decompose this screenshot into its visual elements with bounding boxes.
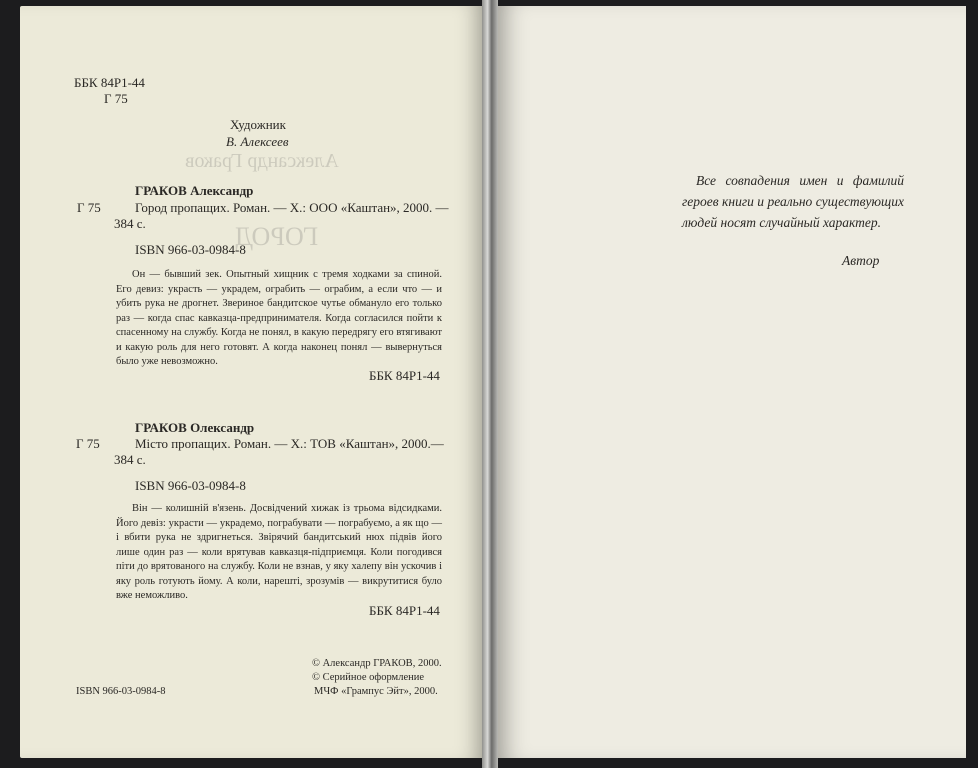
- ru-annotation: Он — бывший зек. Опытный хищник с тремя ходками за спиной. Его девиз: украсть — украдем, ограбить — ограбим, а если что — и убить рука не дрогнет. Звериное бандитское чутье обмануло его только раз — когда спас кавказца-предпринимателя. Когда согласился пойти к спасенному на службу. Когда не понял, в какую передрягу его втягивают и какую роль для него готовят. А когда наконец понял — вывернуться было уже невозможно.: [116, 269, 442, 367]
- artist-label: Художник: [230, 117, 286, 132]
- book-spine: [482, 0, 498, 768]
- bleed-through-author: Александр Граков: [185, 150, 339, 172]
- author-mark-top: Г 75: [104, 91, 128, 106]
- isbn-bottom: ISBN 966-03-0984-8: [76, 686, 166, 697]
- right-page: [498, 6, 966, 758]
- ua-title-line2: 384 с.: [114, 452, 146, 467]
- ua-isbn: ISBN 966-03-0984-8: [135, 478, 246, 493]
- bbk-code-top: ББК 84Р1-44: [74, 75, 145, 90]
- ru-bbk: ББК 84Р1-44: [369, 368, 440, 383]
- copyright-line-3: МЧФ «Грампус Эйт», 2000.: [314, 686, 438, 697]
- ua-title-line1: Місто пропащих. Роман. — Х.: ТОВ «Каштан», 2000.—: [135, 436, 444, 451]
- ru-title-line1: Город пропащих. Роман. — Х.: ООО «Каштан», 2000. —: [135, 200, 449, 215]
- ua-author-mark: Г 75: [76, 436, 100, 451]
- ru-isbn: ISBN 966-03-0984-8: [135, 242, 246, 257]
- ua-author: ГРАКОВ Олександр: [135, 420, 255, 435]
- artist-name: В. Алексеев: [226, 134, 289, 149]
- copyright-line-1: © Александр ГРАКОВ, 2000.: [312, 658, 442, 669]
- copyright-line-2: © Серийное оформление: [312, 672, 425, 683]
- disclaimer-note: Все совпадения имен и фамилий героев книги и реально существующих людей носят случайный характер.: [682, 173, 904, 230]
- ua-annotation: Він — колишній в'язень. Досвідчений хижак із трьома відсидками. Його девіз: украсти — украдемо, пограбувати — пограбуємо, а як що — і вбити рука не здригнеться. Звірячий бандитський нюх підвів його лише один раз — коли врятував кавказця-підприємця. Коли погодився піти до врятованого на службу. Коли не взнав, у яку халепу він ускочив і яку роль готують йому. А коли, нарешті, зрозумів — викрутитися було вже неможливо.: [116, 503, 442, 601]
- ru-title-line2: 384 с.: [114, 216, 146, 231]
- ua-bbk: ББК 84Р1-44: [369, 603, 440, 618]
- disclaimer-signature: Автор: [842, 253, 880, 268]
- bleed-through-title: ГОРОД: [235, 222, 319, 251]
- ru-author: ГРАКОВ Александр: [135, 183, 254, 198]
- ru-author-mark: Г 75: [77, 200, 101, 215]
